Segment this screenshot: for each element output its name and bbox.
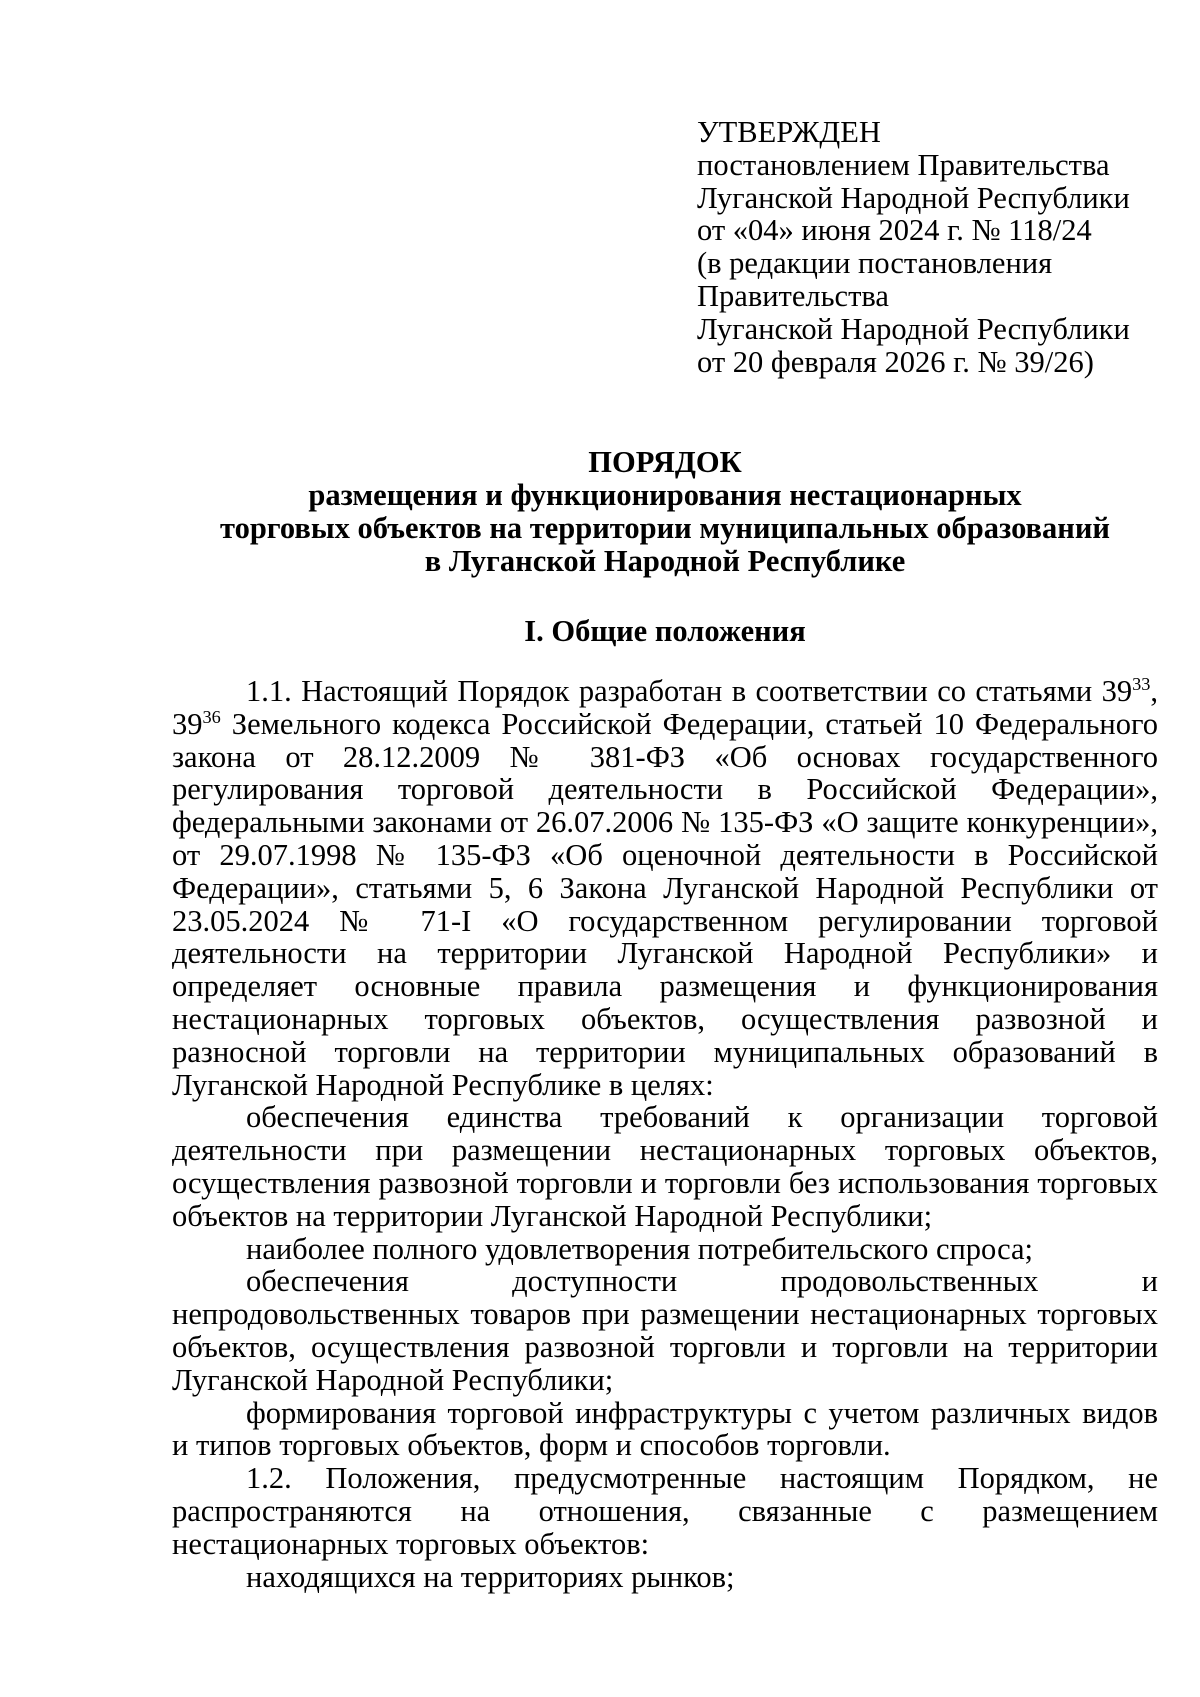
superscript: 33 <box>1132 673 1151 694</box>
title-subtitle-line: в Луганской Народной Республике <box>424 544 906 578</box>
paragraph-goal: формирования торговой инфраструктуры с учетом различных видов и типов торговых объектов, форм и способов торговли. <box>172 1395 1158 1463</box>
approval-line: постановлением Правительства <box>697 147 1110 182</box>
title-heading: ПОРЯДОК <box>588 445 742 479</box>
paragraph-goal: обеспечения доступности продовольственных и непродовольственных товаров при размещении нестационарных торговых объектов, осуществления развозной торговли и торговли на территории Луганской Народной Республики; <box>172 1264 1158 1397</box>
paragraph-text: 1.1. Настоящий Порядок разработан в соответствии со статьями 39 <box>246 674 1133 708</box>
paragraph-1-1 <box>172 675 1158 1101</box>
paragraph-text: Земельного кодекса Российской Федерации, статьей 10 Федерального закона от 28.12.2009 № 381-ФЗ «Об основах государственного регулирования торговой деятельности в Российской Федерации», федеральными законами от 26.07.2006 № 135-ФЗ «О защите конкуренции», от 29.07.1998 № 135-ФЗ «Об оценочной деятельности в Российской Федерации», статьями 5, 6 Закона Луганской Народной Республики от 23.05.2024 № 71-I «О государственном регулировании торговой деятельности на территории Луганской Народной Республики» и определяет основные правила размещения и функционирования нестационарных торговых объектов, осуществления развозной и разносной торговли на территории муниципальных образований в Луганской Народной Республике в целях: <box>172 706 1158 1102</box>
paragraph-exception: находящихся на территориях рынков; <box>246 1559 735 1594</box>
section-heading: I. Общие положения <box>524 614 806 648</box>
approval-line: (в редакции постановления <box>697 246 1053 281</box>
approval-line: Луганской Народной Республики <box>697 180 1130 215</box>
body-text <box>172 675 1158 1593</box>
title-subtitle-line: торговых объектов на территории муниципальных образований <box>220 511 1110 545</box>
paragraph-goal: наиболее полного удовлетворения потребительского спроса; <box>246 1231 1033 1266</box>
document-title <box>172 446 1158 578</box>
approval-stamp-block <box>697 116 1157 378</box>
approval-line: УТВЕРЖДЕН <box>697 115 881 149</box>
paragraph-text: , 39 <box>172 674 1158 741</box>
approval-line: Правительства <box>697 278 889 313</box>
approval-line: от «04» июня 2024 г. № 118/24 <box>697 213 1092 248</box>
approval-line: Луганской Народной Республики <box>697 311 1130 346</box>
paragraph-1-2: 1.2. Положения, предусмотренные настоящим Порядком, не распространяются на отношения, связанные с размещением нестационарных торговых объектов: <box>172 1461 1158 1561</box>
paragraph-goal: обеспечения единства требований к организации торговой деятельности при размещении нестационарных торговых объектов, осуществления развозной торговли и торговли без использования торговых объектов на территории Луганской Народной Республики; <box>172 1100 1158 1233</box>
title-subtitle-line: размещения и функционирования нестационарных <box>308 478 1022 512</box>
superscript: 36 <box>202 706 221 727</box>
approval-line: от 20 февраля 2026 г. № 39/26) <box>697 344 1094 379</box>
